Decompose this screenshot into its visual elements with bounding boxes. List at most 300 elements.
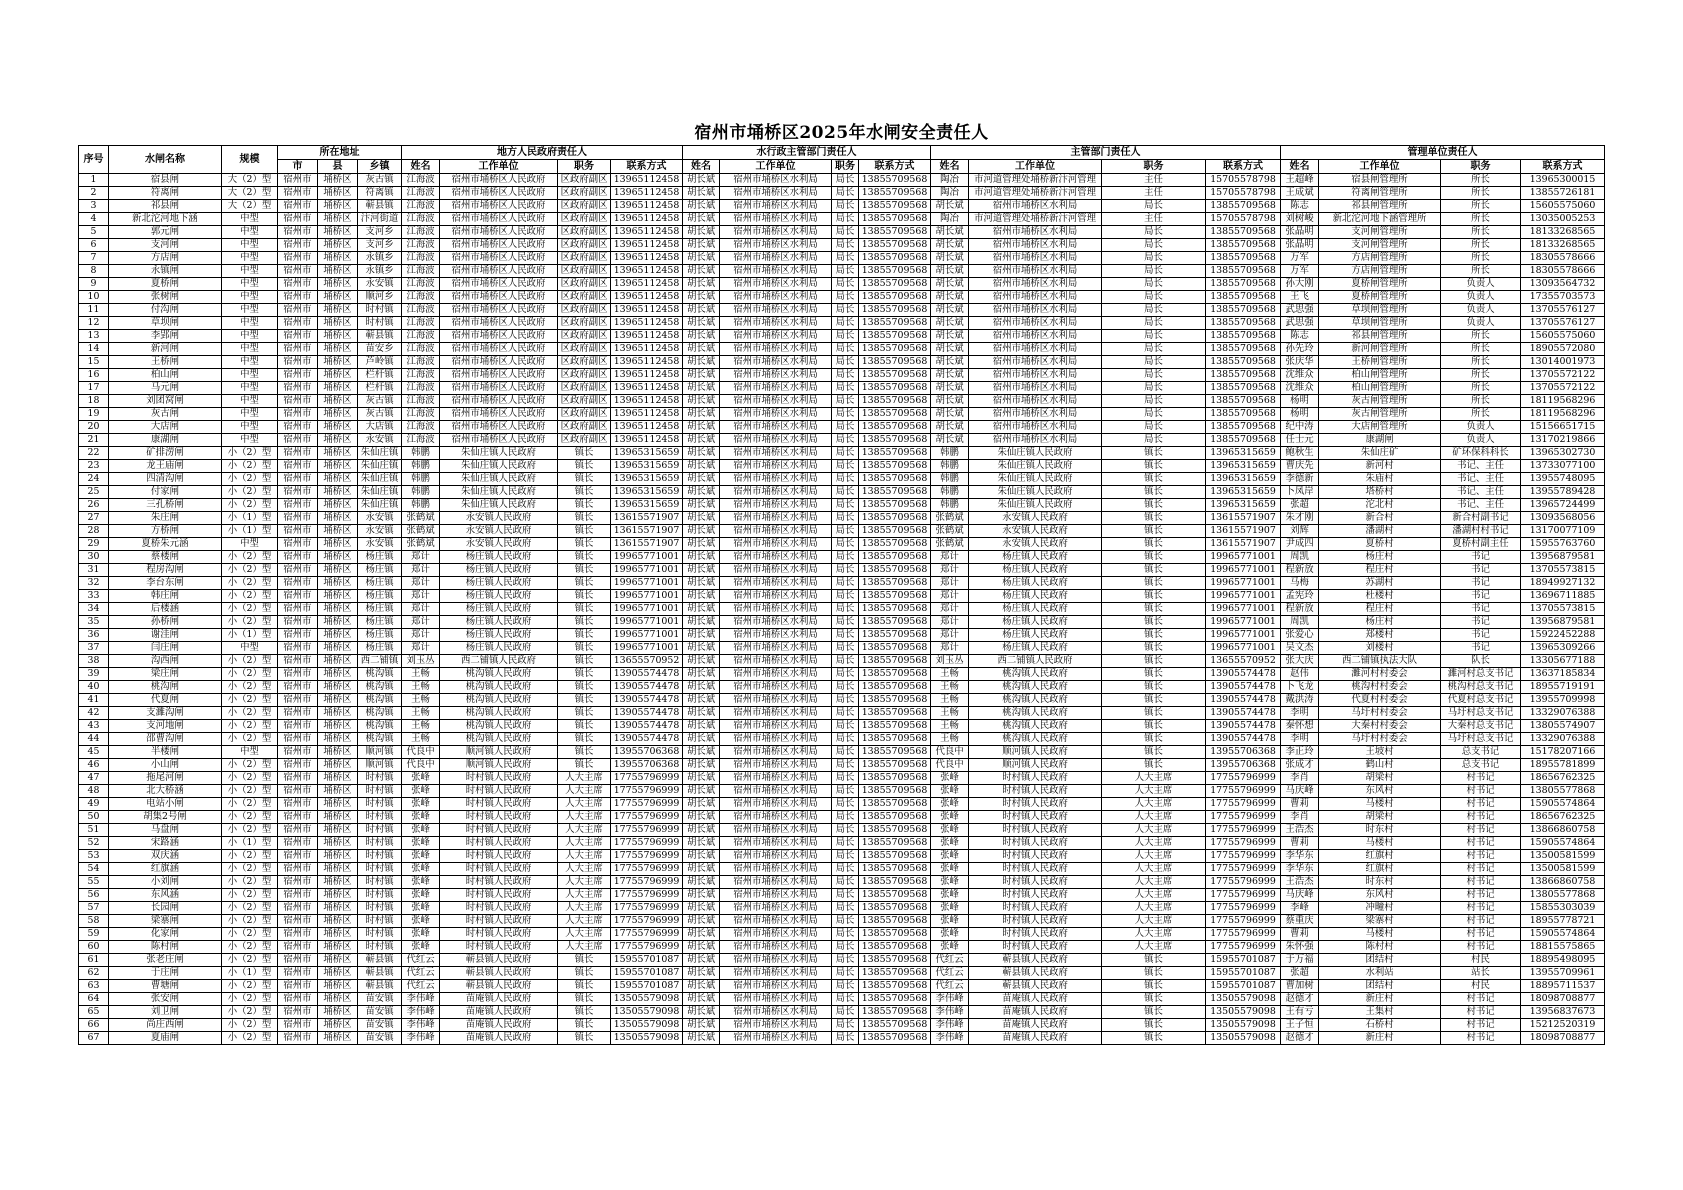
cell-admin-name: 胡长斌 (683, 577, 720, 590)
table-row (79, 174, 1605, 187)
cell-admin-unit: 宿州市埇桥区水利局 (720, 291, 832, 304)
table-row (79, 317, 1605, 330)
cell-gate-name: 张老庄闸 (109, 954, 222, 967)
cell-gov-unit: 杨庄镇人民政府 (440, 577, 558, 590)
table-row (79, 343, 1605, 356)
cell-dept-unit: 宿州市埇桥区水利局 (969, 369, 1102, 382)
cell-dept-unit: 宿州市埇桥区水利局 (969, 382, 1102, 395)
cell-county: 埇桥区 (318, 447, 358, 460)
cell-dept-name: 韩鹏 (931, 473, 969, 486)
cell-admin-position: 局长 (832, 681, 859, 694)
cell-dept-position: 局长 (1102, 408, 1206, 421)
cell-gov-contact: 17755796999 (611, 863, 683, 876)
cell-mgmt-unit: 宿县闸管理所 (1319, 174, 1441, 187)
cell-seq: 6 (79, 239, 109, 252)
cell-mgmt-position: 书记 (1441, 590, 1521, 603)
cell-gov-unit: 宿州市埇桥区人民政府 (440, 239, 558, 252)
cell-dept-name: 胡长斌 (931, 252, 969, 265)
cell-county: 埇桥区 (318, 902, 358, 915)
cell-gov-name: 江海波 (402, 213, 440, 226)
cell-county: 埇桥区 (318, 200, 358, 213)
cell-admin-name: 胡长斌 (683, 200, 720, 213)
table-row (79, 902, 1605, 915)
cell-admin-contact: 13855709568 (859, 681, 931, 694)
cell-mgmt-name: 曹莉 (1281, 798, 1319, 811)
cell-admin-position: 局长 (832, 590, 859, 603)
cell-mgmt-unit: 潘湖村 (1319, 525, 1441, 538)
cell-seq: 1 (79, 174, 109, 187)
cell-admin-contact: 13855709568 (859, 772, 931, 785)
cell-mgmt-name: 王飞 (1281, 291, 1319, 304)
cell-admin-contact: 13855709568 (859, 1032, 931, 1045)
cell-gov-contact: 13905574478 (611, 668, 683, 681)
cell-mgmt-contact: 13955789428 (1521, 486, 1605, 499)
col-dept-name: 姓名 (931, 160, 969, 174)
cell-county: 埇桥区 (318, 1006, 358, 1019)
cell-gov-contact: 13965112458 (611, 434, 683, 447)
cell-dept-unit: 时村镇人民政府 (969, 837, 1102, 850)
cell-gov-position: 人大主席 (558, 915, 611, 928)
cell-gov-name: 江海波 (402, 369, 440, 382)
cell-gate-name: 曹塘闸 (109, 980, 222, 993)
cell-gov-contact: 17755796999 (611, 837, 683, 850)
cell-dept-unit: 苗庵镇人民政府 (969, 1019, 1102, 1032)
cell-dept-name: 张峰 (931, 941, 969, 954)
cell-mgmt-contact: 13965724499 (1521, 499, 1605, 512)
cell-city: 宿州市 (278, 174, 318, 187)
cell-dept-position: 镇长 (1102, 681, 1206, 694)
cell-scale: 小（2）型 (222, 824, 278, 837)
cell-admin-position: 局长 (832, 759, 859, 772)
col-mgmt-name: 姓名 (1281, 160, 1319, 174)
cell-admin-name: 胡长斌 (683, 785, 720, 798)
cell-dept-name: 王畅 (931, 733, 969, 746)
cell-admin-contact: 13855709568 (859, 213, 931, 226)
cell-mgmt-name: 陈志 (1281, 200, 1319, 213)
cell-gov-contact: 13505579098 (611, 993, 683, 1006)
cell-gov-unit: 桃沟镇人民政府 (440, 720, 558, 733)
cell-dept-unit: 时村镇人民政府 (969, 863, 1102, 876)
cell-mgmt-contact: 13805577868 (1521, 889, 1605, 902)
cell-gate-name: 大店闸 (109, 421, 222, 434)
cell-gate-name: 桃沟闸 (109, 681, 222, 694)
cell-mgmt-unit: 程庄村 (1319, 564, 1441, 577)
cell-admin-position: 局长 (832, 330, 859, 343)
cell-gov-position: 区政府副区 (558, 174, 611, 187)
cell-county: 埇桥区 (318, 304, 358, 317)
cell-mgmt-contact: 13705573815 (1521, 564, 1605, 577)
cell-gov-position: 人大主席 (558, 837, 611, 850)
cell-admin-unit: 宿州市埇桥区水利局 (720, 187, 832, 200)
cell-gov-contact: 15955701087 (611, 967, 683, 980)
cell-admin-unit: 宿州市埇桥区水利局 (720, 850, 832, 863)
cell-admin-contact: 13855709568 (859, 863, 931, 876)
cell-town: 苗安乡 (358, 343, 402, 356)
cell-gov-contact: 13615571907 (611, 538, 683, 551)
cell-admin-name: 胡长斌 (683, 343, 720, 356)
cell-gov-name: 张峰 (402, 928, 440, 941)
cell-admin-name: 胡长斌 (683, 772, 720, 785)
cell-mgmt-contact: 18133268565 (1521, 226, 1605, 239)
cell-admin-unit: 宿州市埇桥区水利局 (720, 668, 832, 681)
cell-gate-name: 符离闸 (109, 187, 222, 200)
cell-admin-name: 胡长斌 (683, 278, 720, 291)
cell-admin-contact: 13855709568 (859, 720, 931, 733)
cell-dept-unit: 时村镇人民政府 (969, 889, 1102, 902)
cell-dept-position: 镇长 (1102, 746, 1206, 759)
cell-seq: 11 (79, 304, 109, 317)
cell-gov-position: 镇长 (558, 499, 611, 512)
cell-gov-contact: 13965315659 (611, 447, 683, 460)
cell-town: 蕲县镇 (358, 980, 402, 993)
cell-scale: 小（2）型 (222, 811, 278, 824)
cell-mgmt-unit: 红旗村 (1319, 863, 1441, 876)
cell-city: 宿州市 (278, 213, 318, 226)
cell-seq: 59 (79, 928, 109, 941)
cell-admin-contact: 13855709568 (859, 902, 931, 915)
cell-county: 埇桥区 (318, 642, 358, 655)
cell-mgmt-position: 书记 (1441, 642, 1521, 655)
cell-dept-position: 人大主席 (1102, 850, 1206, 863)
cell-mgmt-position: 所长 (1441, 343, 1521, 356)
cell-town: 苗安镇 (358, 993, 402, 1006)
cell-mgmt-unit: 新北沱河地下涵管理所 (1319, 213, 1441, 226)
table-row (79, 941, 1605, 954)
cell-scale: 小（2）型 (222, 954, 278, 967)
cell-admin-unit: 宿州市埇桥区水利局 (720, 746, 832, 759)
cell-admin-unit: 宿州市埇桥区水利局 (720, 1032, 832, 1045)
cell-dept-unit: 杨庄镇人民政府 (969, 564, 1102, 577)
cell-dept-name: 张峰 (931, 837, 969, 850)
cell-gov-name: 江海波 (402, 434, 440, 447)
cell-gov-position: 镇长 (558, 1006, 611, 1019)
cell-scale: 小（2）型 (222, 616, 278, 629)
cell-scale: 小（1）型 (222, 837, 278, 850)
cell-dept-unit: 杨庄镇人民政府 (969, 577, 1102, 590)
cell-admin-position: 局长 (832, 239, 859, 252)
cell-admin-contact: 13855709568 (859, 382, 931, 395)
cell-gov-contact: 13965315659 (611, 460, 683, 473)
cell-mgmt-position: 夏桥村副主任 (1441, 538, 1521, 551)
cell-gov-contact: 13965112458 (611, 278, 683, 291)
cell-seq: 57 (79, 902, 109, 915)
cell-gov-position: 镇长 (558, 525, 611, 538)
cell-dept-position: 主任 (1102, 187, 1206, 200)
cell-dept-contact: 17755796999 (1206, 928, 1281, 941)
cell-county: 埇桥区 (318, 889, 358, 902)
cell-seq: 14 (79, 343, 109, 356)
cell-gov-unit: 宿州市埇桥区人民政府 (440, 382, 558, 395)
cell-city: 宿州市 (278, 694, 318, 707)
cell-dept-contact: 13965315659 (1206, 460, 1281, 473)
cell-admin-position: 局长 (832, 447, 859, 460)
cell-dept-position: 镇长 (1102, 642, 1206, 655)
cell-gov-position: 区政府副区 (558, 226, 611, 239)
cell-gov-name: 张峰 (402, 876, 440, 889)
cell-dept-contact: 15705578798 (1206, 187, 1281, 200)
cell-mgmt-contact: 18815575865 (1521, 941, 1605, 954)
cell-gov-unit: 朱仙庄镇人民政府 (440, 447, 558, 460)
cell-admin-unit: 宿州市埇桥区水利局 (720, 590, 832, 603)
cell-mgmt-position: 所长 (1441, 226, 1521, 239)
cell-mgmt-unit: 康湖闸 (1319, 434, 1441, 447)
table-row (79, 512, 1605, 525)
cell-mgmt-contact: 13305677188 (1521, 655, 1605, 668)
cell-gov-unit: 顺河镇人民政府 (440, 746, 558, 759)
cell-admin-name: 胡长斌 (683, 759, 720, 772)
cell-dept-position: 镇长 (1102, 707, 1206, 720)
cell-city: 宿州市 (278, 642, 318, 655)
cell-mgmt-unit: 西二铺镇执法大队 (1319, 655, 1441, 668)
cell-gov-position: 镇长 (558, 564, 611, 577)
cell-county: 埇桥区 (318, 512, 358, 525)
cell-scale: 大（2）型 (222, 187, 278, 200)
table-row (79, 720, 1605, 733)
cell-gate-name: 长园闸 (109, 902, 222, 915)
cell-city: 宿州市 (278, 850, 318, 863)
cell-seq: 33 (79, 590, 109, 603)
cell-county: 埇桥区 (318, 759, 358, 772)
cell-mgmt-name: 曹莉 (1281, 928, 1319, 941)
table-row (79, 239, 1605, 252)
cell-dept-position: 镇长 (1102, 1019, 1206, 1032)
cell-dept-contact: 13615571907 (1206, 538, 1281, 551)
cell-mgmt-position: 负责人 (1441, 434, 1521, 447)
cell-gate-name: 后楼涵 (109, 603, 222, 616)
cell-gov-unit: 时村镇人民政府 (440, 902, 558, 915)
cell-county: 埇桥区 (318, 850, 358, 863)
cell-mgmt-unit: 灰古闸管理所 (1319, 395, 1441, 408)
cell-gov-unit: 宿州市埇桥区人民政府 (440, 408, 558, 421)
cell-mgmt-name: 卜凤岸 (1281, 486, 1319, 499)
table-row (79, 694, 1605, 707)
cell-seq: 38 (79, 655, 109, 668)
cell-admin-name: 胡长斌 (683, 837, 720, 850)
cell-dept-position: 人大主席 (1102, 824, 1206, 837)
cell-mgmt-position: 村书记 (1441, 993, 1521, 1006)
cell-admin-contact: 13855709568 (859, 707, 931, 720)
cell-dept-unit: 永安镇人民政府 (969, 512, 1102, 525)
cell-dept-name: 陶冶 (931, 213, 969, 226)
cell-seq: 9 (79, 278, 109, 291)
cell-county: 埇桥区 (318, 707, 358, 720)
table-row (79, 928, 1605, 941)
cell-mgmt-contact: 15605575060 (1521, 200, 1605, 213)
cell-scale: 中型 (222, 291, 278, 304)
cell-dept-unit: 时村镇人民政府 (969, 785, 1102, 798)
cell-gov-unit: 苗庵镇人民政府 (440, 993, 558, 1006)
cell-scale: 中型 (222, 226, 278, 239)
cell-mgmt-name: 王浩杰 (1281, 876, 1319, 889)
cell-mgmt-contact: 15156651715 (1521, 421, 1605, 434)
cell-gate-name: 小山闸 (109, 759, 222, 772)
cell-town: 时村镇 (358, 824, 402, 837)
cell-city: 宿州市 (278, 187, 318, 200)
cell-mgmt-position: 负责人 (1441, 278, 1521, 291)
cell-dept-name: 胡长斌 (931, 226, 969, 239)
cell-dept-contact: 13905574478 (1206, 707, 1281, 720)
cell-admin-position: 局长 (832, 876, 859, 889)
cell-admin-position: 局长 (832, 603, 859, 616)
cell-mgmt-unit: 马圩村村委会 (1319, 707, 1441, 720)
cell-mgmt-position: 所长 (1441, 330, 1521, 343)
cell-dept-position: 镇长 (1102, 733, 1206, 746)
cell-mgmt-contact: 13500581599 (1521, 863, 1605, 876)
col-gate-name: 水闸名称 (109, 146, 222, 174)
cell-admin-name: 胡长斌 (683, 876, 720, 889)
cell-dept-name: 胡长斌 (931, 369, 969, 382)
cell-gov-position: 人大主席 (558, 811, 611, 824)
cell-scale: 小（2）型 (222, 564, 278, 577)
cell-dept-unit: 时村镇人民政府 (969, 915, 1102, 928)
cell-dept-contact: 13905574478 (1206, 668, 1281, 681)
cell-city: 宿州市 (278, 1006, 318, 1019)
cell-gov-position: 镇长 (558, 447, 611, 460)
cell-mgmt-name: 王成斌 (1281, 187, 1319, 200)
cell-county: 埇桥区 (318, 330, 358, 343)
cell-gov-name: 江海波 (402, 278, 440, 291)
cell-gov-unit: 桃沟镇人民政府 (440, 707, 558, 720)
cell-gov-unit: 宿州市埇桥区人民政府 (440, 421, 558, 434)
cell-gov-name: 江海波 (402, 408, 440, 421)
cell-dept-contact: 13855709568 (1206, 200, 1281, 213)
cell-mgmt-unit: 胡梁村 (1319, 772, 1441, 785)
cell-gov-position: 镇长 (558, 759, 611, 772)
cell-town: 蕲县镇 (358, 954, 402, 967)
cell-county: 埇桥区 (318, 499, 358, 512)
cell-dept-contact: 13855709568 (1206, 369, 1281, 382)
cell-dept-position: 镇长 (1102, 967, 1206, 980)
table-row (79, 252, 1605, 265)
cell-admin-name: 胡长斌 (683, 304, 720, 317)
cell-gov-position: 区政府副区 (558, 330, 611, 343)
cell-mgmt-contact: 18119568296 (1521, 395, 1605, 408)
table-row (79, 538, 1605, 551)
cell-mgmt-name: 万军 (1281, 252, 1319, 265)
cell-dept-name: 王畅 (931, 668, 969, 681)
cell-gov-name: 江海波 (402, 395, 440, 408)
cell-scale: 小（2）型 (222, 603, 278, 616)
cell-dept-contact: 13965315659 (1206, 499, 1281, 512)
cell-admin-position: 局长 (832, 421, 859, 434)
cell-dept-unit: 时村镇人民政府 (969, 798, 1102, 811)
table-row (79, 434, 1605, 447)
cell-admin-unit: 宿州市埇桥区水利局 (720, 239, 832, 252)
cell-gov-unit: 宿州市埇桥区人民政府 (440, 317, 558, 330)
cell-dept-name: 李伟峰 (931, 993, 969, 1006)
cell-gov-name: 张峰 (402, 941, 440, 954)
cell-mgmt-name: 孙大刚 (1281, 278, 1319, 291)
cell-scale: 中型 (222, 421, 278, 434)
cell-admin-unit: 宿州市埇桥区水利局 (720, 252, 832, 265)
cell-scale: 小（2）型 (222, 902, 278, 915)
cell-admin-contact: 13855709568 (859, 577, 931, 590)
cell-town: 苗安镇 (358, 1006, 402, 1019)
cell-city: 宿州市 (278, 876, 318, 889)
cell-gov-unit: 宿州市埇桥区人民政府 (440, 265, 558, 278)
col-admin-contact: 联系方式 (859, 160, 931, 174)
cell-admin-name: 胡长斌 (683, 629, 720, 642)
table-row (79, 200, 1605, 213)
cell-county: 埇桥区 (318, 551, 358, 564)
cell-mgmt-name: 周凯 (1281, 551, 1319, 564)
table-row (79, 382, 1605, 395)
cell-gov-contact: 19965771001 (611, 551, 683, 564)
cell-gov-contact: 13965112458 (611, 174, 683, 187)
col-county: 县 (318, 160, 358, 174)
cell-gate-name: 半楼闸 (109, 746, 222, 759)
cell-gov-unit: 宿州市埇桥区人民政府 (440, 369, 558, 382)
cell-town: 时村镇 (358, 941, 402, 954)
cell-mgmt-unit: 时东村 (1319, 824, 1441, 837)
cell-dept-contact: 19965771001 (1206, 642, 1281, 655)
cell-admin-name: 胡长斌 (683, 538, 720, 551)
cell-gov-name: 江海波 (402, 317, 440, 330)
cell-admin-contact: 13855709568 (859, 928, 931, 941)
cell-town: 时村镇 (358, 876, 402, 889)
cell-admin-name: 胡长斌 (683, 603, 720, 616)
cell-admin-name: 胡长斌 (683, 707, 720, 720)
cell-county: 埇桥区 (318, 967, 358, 980)
cell-city: 宿州市 (278, 239, 318, 252)
cell-mgmt-name: 张超 (1281, 967, 1319, 980)
cell-town: 永镇乡 (358, 252, 402, 265)
cell-gov-contact: 15955701087 (611, 980, 683, 993)
cell-gov-name: 张峰 (402, 824, 440, 837)
cell-town: 时村镇 (358, 889, 402, 902)
cell-seq: 40 (79, 681, 109, 694)
cell-mgmt-unit: 新合村 (1319, 512, 1441, 525)
cell-mgmt-name: 张庆华 (1281, 356, 1319, 369)
cell-dept-contact: 15705578798 (1206, 213, 1281, 226)
cell-scale: 小（2）型 (222, 863, 278, 876)
table-row (79, 187, 1605, 200)
cell-dept-contact: 13855709568 (1206, 226, 1281, 239)
cell-dept-unit: 宿州市埇桥区水利局 (969, 343, 1102, 356)
cell-dept-contact: 17755796999 (1206, 863, 1281, 876)
cell-admin-unit: 宿州市埇桥区水利局 (720, 577, 832, 590)
cell-gov-name: 郑计 (402, 590, 440, 603)
cell-dept-unit: 朱仙庄镇人民政府 (969, 499, 1102, 512)
cell-county: 埇桥区 (318, 395, 358, 408)
cell-town: 朱仙庄镇 (358, 486, 402, 499)
cell-mgmt-unit: 方店闸管理所 (1319, 265, 1441, 278)
cell-admin-unit: 宿州市埇桥区水利局 (720, 343, 832, 356)
cell-county: 埇桥区 (318, 473, 358, 486)
cell-city: 宿州市 (278, 590, 318, 603)
cell-mgmt-contact: 15922452288 (1521, 629, 1605, 642)
cell-dept-position: 局长 (1102, 395, 1206, 408)
cell-dept-unit: 宿州市埇桥区水利局 (969, 291, 1102, 304)
cell-seq: 46 (79, 759, 109, 772)
cell-mgmt-unit: 符离闸管理所 (1319, 187, 1441, 200)
cell-admin-name: 胡长斌 (683, 1032, 720, 1045)
cell-admin-contact: 13855709568 (859, 811, 931, 824)
cell-gov-unit: 宿州市埇桥区人民政府 (440, 330, 558, 343)
cell-mgmt-position: 负责人 (1441, 421, 1521, 434)
cell-gov-unit: 顺河镇人民政府 (440, 759, 558, 772)
cell-gov-contact: 13965112458 (611, 265, 683, 278)
cell-town: 永安镇 (358, 538, 402, 551)
cell-scale: 小（2）型 (222, 915, 278, 928)
cell-county: 埇桥区 (318, 616, 358, 629)
cell-town: 栏杆镇 (358, 369, 402, 382)
cell-gov-position: 人大主席 (558, 902, 611, 915)
cell-gate-name: 李台东闸 (109, 577, 222, 590)
cell-admin-position: 局长 (832, 616, 859, 629)
cell-mgmt-position: 马圩村总支书记 (1441, 733, 1521, 746)
cell-mgmt-contact: 18905572080 (1521, 343, 1605, 356)
